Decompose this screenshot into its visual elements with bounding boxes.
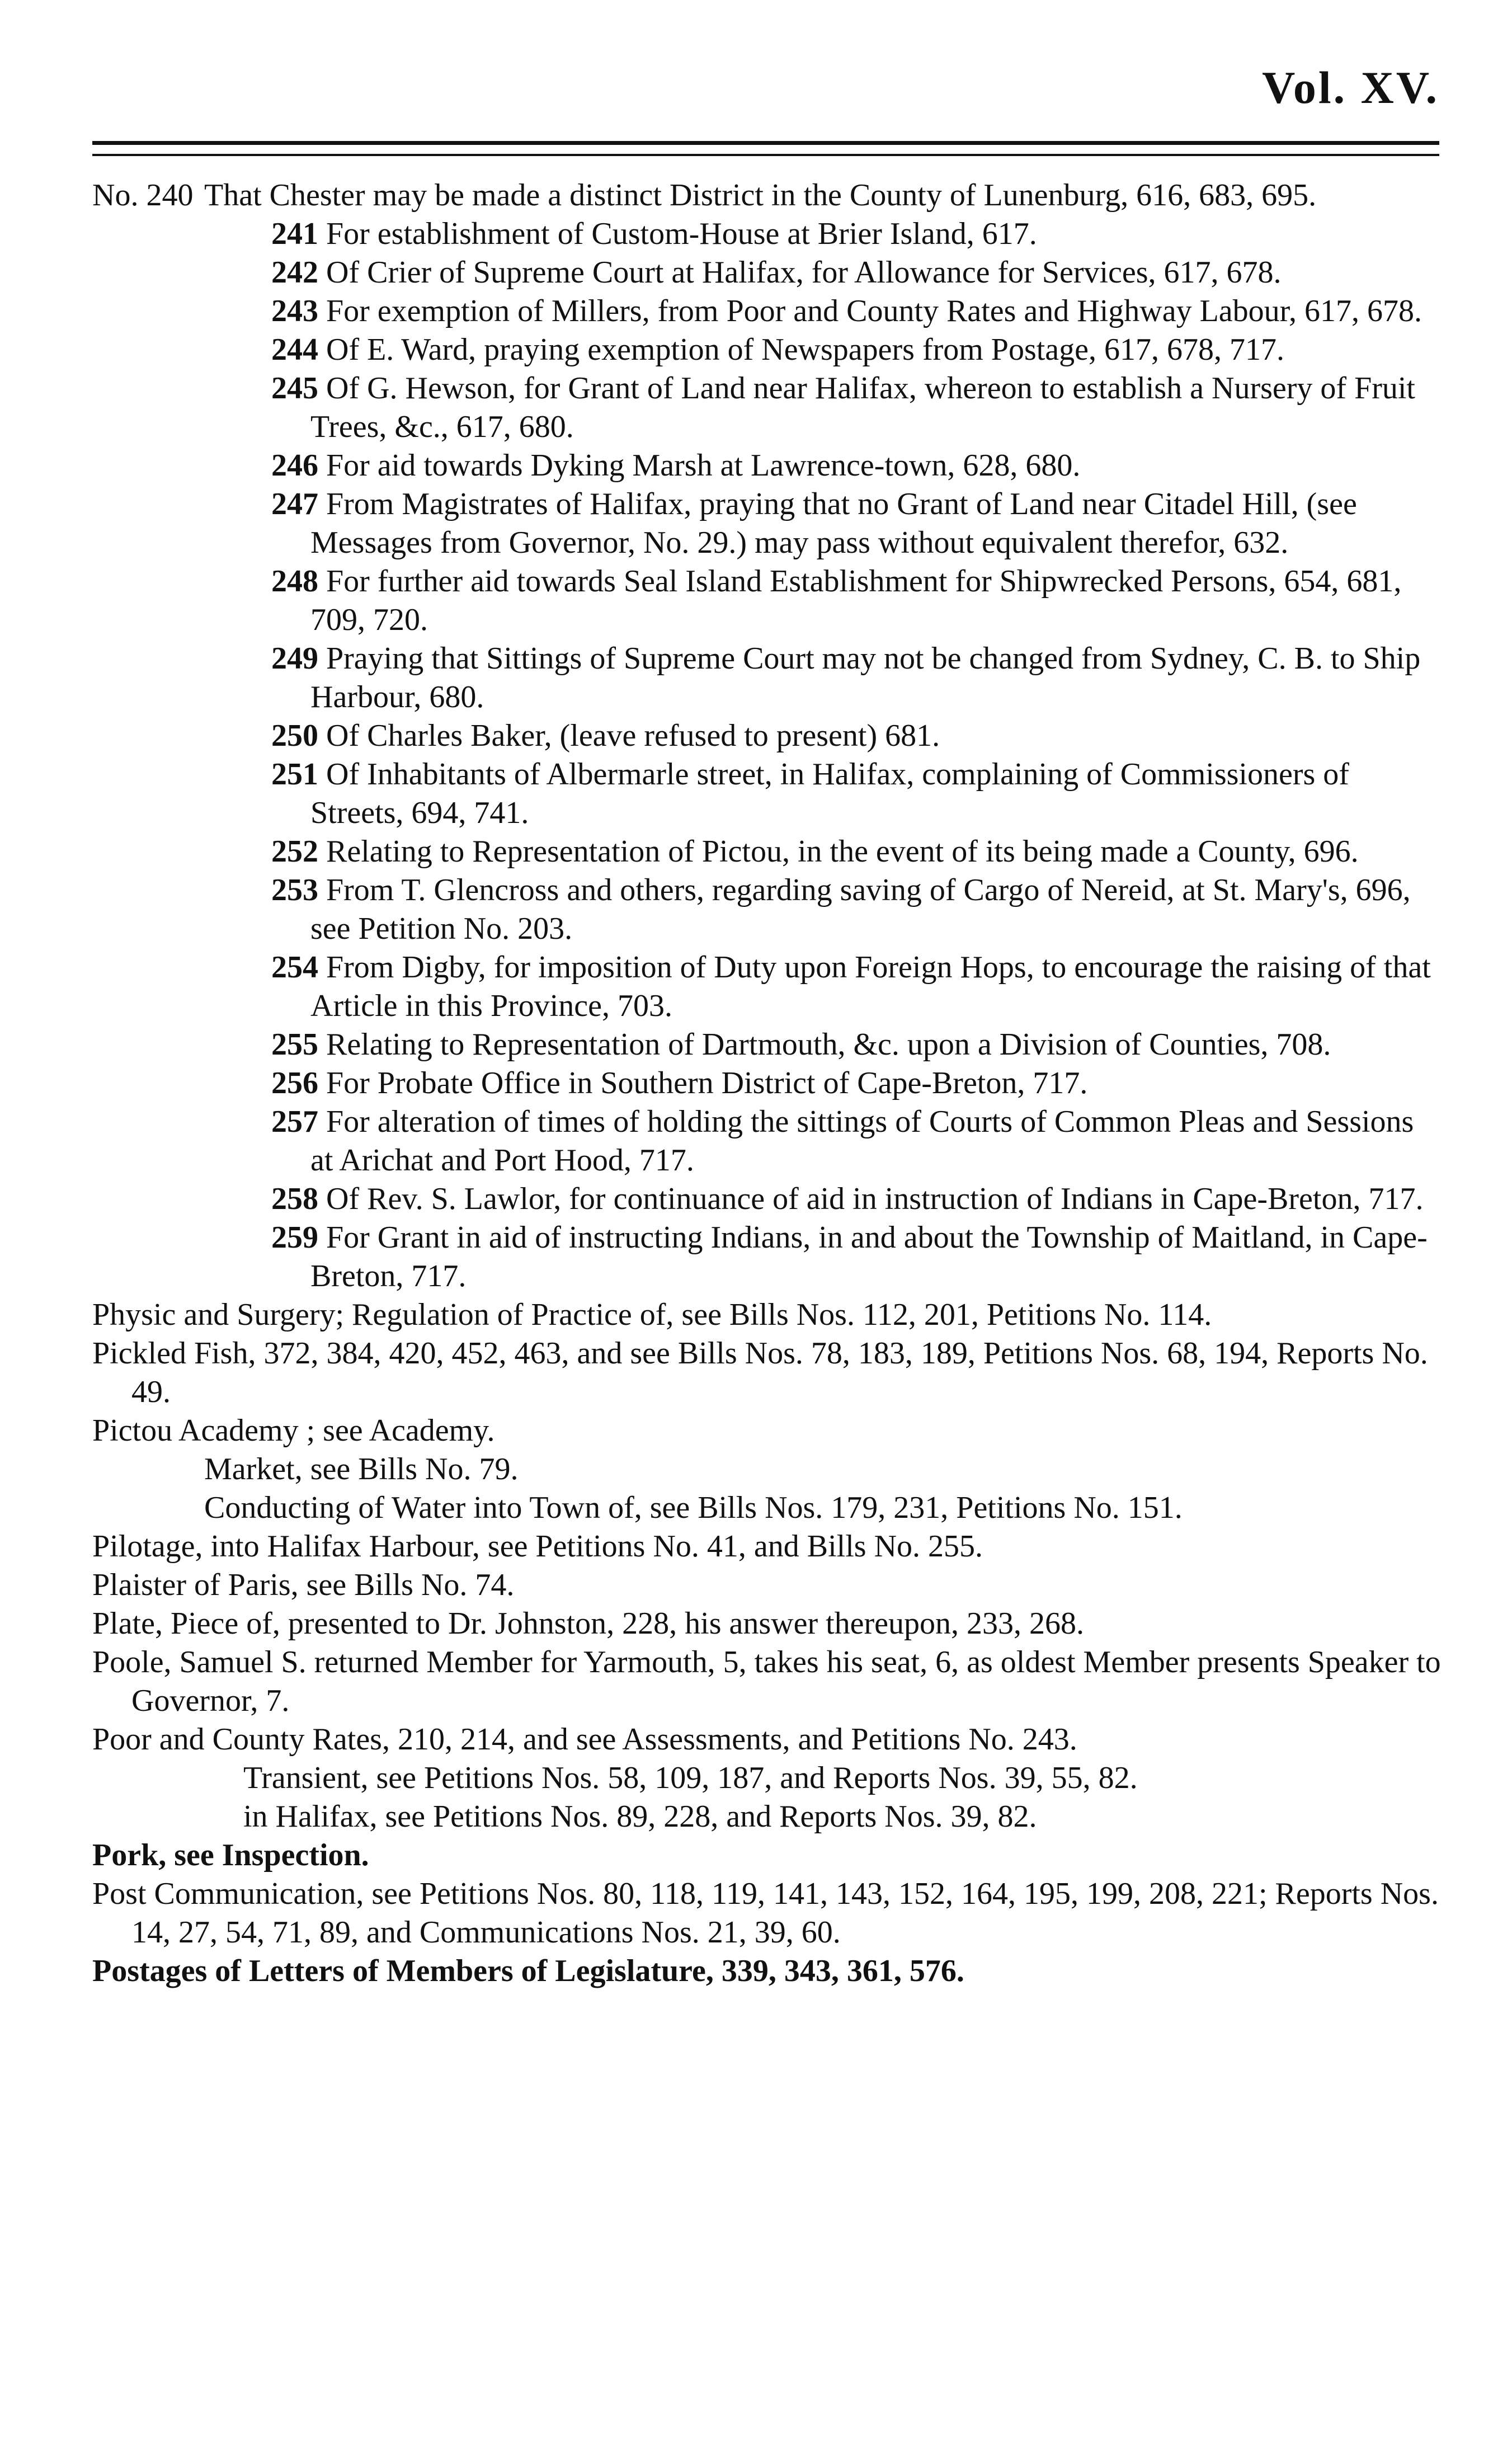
petition-number: 251	[271, 757, 318, 792]
index-entry: Poor and County Rates, 210, 214, and see Assessments, and Petitions No. 243.	[92, 1722, 1077, 1757]
petition-text: That Chester may be made a distinct District in the County of Lunenburg, 616, 683, 695.	[204, 178, 1317, 213]
petition-number: 249	[271, 641, 318, 676]
petition-text: Relating to Representation of Dartmouth, &c. upon a Division of Counties, 708.	[326, 1027, 1331, 1062]
petition-number: 243	[271, 294, 318, 328]
index-entry: Pilotage, into Halifax Harbour, see Petitions No. 41, and Bills No. 255.	[92, 1529, 983, 1564]
index-entry: Plate, Piece of, presented to Dr. Johnston, 228, his answer thereupon, 233, 268.	[92, 1606, 1085, 1641]
index-entry: Pork, see Inspection.	[92, 1838, 369, 1873]
petition-entry	[92, 485, 1442, 562]
petition-text: Of E. Ward, praying exemption of Newspapers from Postage, 617, 678, 717.	[326, 332, 1285, 367]
petition-number: 246	[271, 448, 318, 483]
petition-entry	[92, 1180, 1442, 1219]
petition-number: 248	[271, 564, 318, 599]
petition-text: Of G. Hewson, for Grant of Land near Halifax, whereon to establish a Nursery of Fruit Trees, &c., 617, 680.	[310, 371, 1415, 444]
petition-number: 253	[271, 873, 318, 907]
petition-text: For Probate Office in Southern District of Cape-Breton, 717.	[326, 1066, 1088, 1100]
petition-number: 259	[271, 1220, 318, 1255]
petition-entry	[92, 253, 1442, 292]
index-subentry: Market, see Bills No. 79.	[204, 1452, 519, 1486]
petition-text: Praying that Sittings of Supreme Court may not be changed from Sydney, C. B. to Ship Harbour, 680.	[310, 641, 1421, 714]
petition-text: For establishment of Custom-House at Brier Island, 617.	[326, 217, 1037, 251]
petition-text: For exemption of Millers, from Poor and County Rates and Highway Labour, 617, 678.	[326, 294, 1422, 328]
index-subentry: Transient, see Petitions Nos. 58, 109, 187, and Reports Nos. 39, 55, 82.	[243, 1761, 1138, 1795]
index-subentry: in Halifax, see Petitions Nos. 89, 228, and Reports Nos. 39, 82.	[243, 1799, 1037, 1834]
petition-text: For alteration of times of holding the sittings of Courts of Common Pleas and Sessions at Arichat and Port Hood, 717.	[310, 1104, 1414, 1178]
petition-entry	[92, 1219, 1442, 1296]
volume-header: Vol. XV.	[1262, 62, 1439, 113]
index-entry: Plaister of Paris, see Bills No. 74.	[92, 1568, 515, 1602]
petition-number: No. 240	[92, 178, 194, 213]
index-entry: Physic and Surgery; Regulation of Practice of, see Bills Nos. 112, 201, Petitions No. 114.	[92, 1297, 1212, 1332]
header-rule	[92, 141, 1439, 156]
petition-entry	[92, 639, 1442, 717]
index-subentry: Conducting of Water into Town of, see Bills Nos. 179, 231, Petitions No. 151.	[204, 1490, 1183, 1525]
petition-text: Of Charles Baker, (leave refused to present) 681.	[326, 718, 940, 753]
petition-text: For aid towards Dyking Marsh at Lawrence-town, 628, 680.	[326, 448, 1081, 483]
petition-number: 250	[271, 718, 318, 753]
petition-text: Of Inhabitants of Albermarle street, in Halifax, complaining of Commissioners of Streets, 694, 741.	[310, 757, 1349, 830]
petition-number: 242	[271, 255, 318, 290]
petition-text: Of Crier of Supreme Court at Halifax, for Allowance for Services, 617, 678.	[326, 255, 1282, 290]
petition-number: 254	[271, 950, 318, 985]
petition-entry	[92, 369, 1442, 446]
petition-entry	[92, 562, 1442, 639]
petition-number: 247	[271, 487, 318, 521]
index-entry: Poole, Samuel S. returned Member for Yarmouth, 5, takes his seat, 6, as oldest Member presents Speaker to Governor, 7.	[92, 1645, 1441, 1718]
petition-text: Of Rev. S. Lawlor, for continuance of aid in instruction of Indians in Cape-Breton, 717.	[326, 1182, 1424, 1216]
index-entry: Postages of Letters of Members of Legislature, 339, 343, 361, 576.	[92, 1954, 964, 1988]
petition-number: 256	[271, 1066, 318, 1100]
index-entry: Pickled Fish, 372, 384, 420, 452, 463, and see Bills Nos. 78, 183, 189, Petitions Nos. 68, 194, Reports No. 49.	[92, 1336, 1428, 1409]
petition-number: 244	[271, 332, 318, 367]
petition-text: From Magistrates of Halifax, praying that no Grant of Land near Citadel Hill, (see Messages from Governor, No. 29.) may pass without equivalent therefor, 632.	[310, 487, 1357, 560]
petition-entry	[92, 948, 1442, 1025]
index-content	[92, 176, 1442, 1991]
petition-number: 252	[271, 834, 318, 869]
index-entry: Post Communication, see Petitions Nos. 80, 118, 119, 141, 143, 152, 164, 195, 199, 208, 221; Reports Nos. 14, 27, 54, 71, 89, and Communications Nos. 21, 39, 60.	[92, 1876, 1439, 1950]
petition-entry	[92, 832, 1442, 871]
petition-entry	[92, 871, 1442, 948]
petition-entry	[92, 292, 1442, 331]
petition-entry	[92, 1064, 1442, 1103]
petition-text: From T. Glencross and others, regarding saving of Cargo of Nereid, at St. Mary's, 696, see Petition No. 203.	[310, 873, 1411, 946]
petition-text: From Digby, for imposition of Duty upon Foreign Hops, to encourage the raising of that Article in this Province, 703.	[310, 950, 1431, 1023]
petition-text: Relating to Representation of Pictou, in the event of its being made a County, 696.	[326, 834, 1359, 869]
petition-entry	[92, 717, 1442, 755]
petition-entry	[92, 331, 1442, 369]
petition-number: 255	[271, 1027, 318, 1062]
petition-entry	[92, 1103, 1442, 1180]
petition-entry	[92, 755, 1442, 832]
petition-entry	[92, 215, 1442, 253]
petition-entry	[92, 1025, 1442, 1064]
petition-text: For further aid towards Seal Island Establishment for Shipwrecked Persons, 654, 681, 709, 720.	[310, 564, 1402, 637]
petition-number: 245	[271, 371, 318, 406]
petition-number: 241	[271, 217, 318, 251]
petition-text: For Grant in aid of instructing Indians, in and about the Township of Maitland, in Cape-Breton, 717.	[310, 1220, 1428, 1293]
index-entry: Pictou Academy ; see Academy.	[92, 1413, 495, 1448]
petition-number: 257	[271, 1104, 318, 1139]
petition-entry	[92, 446, 1442, 485]
petition-entry	[92, 176, 1442, 215]
petition-number: 258	[271, 1182, 318, 1216]
